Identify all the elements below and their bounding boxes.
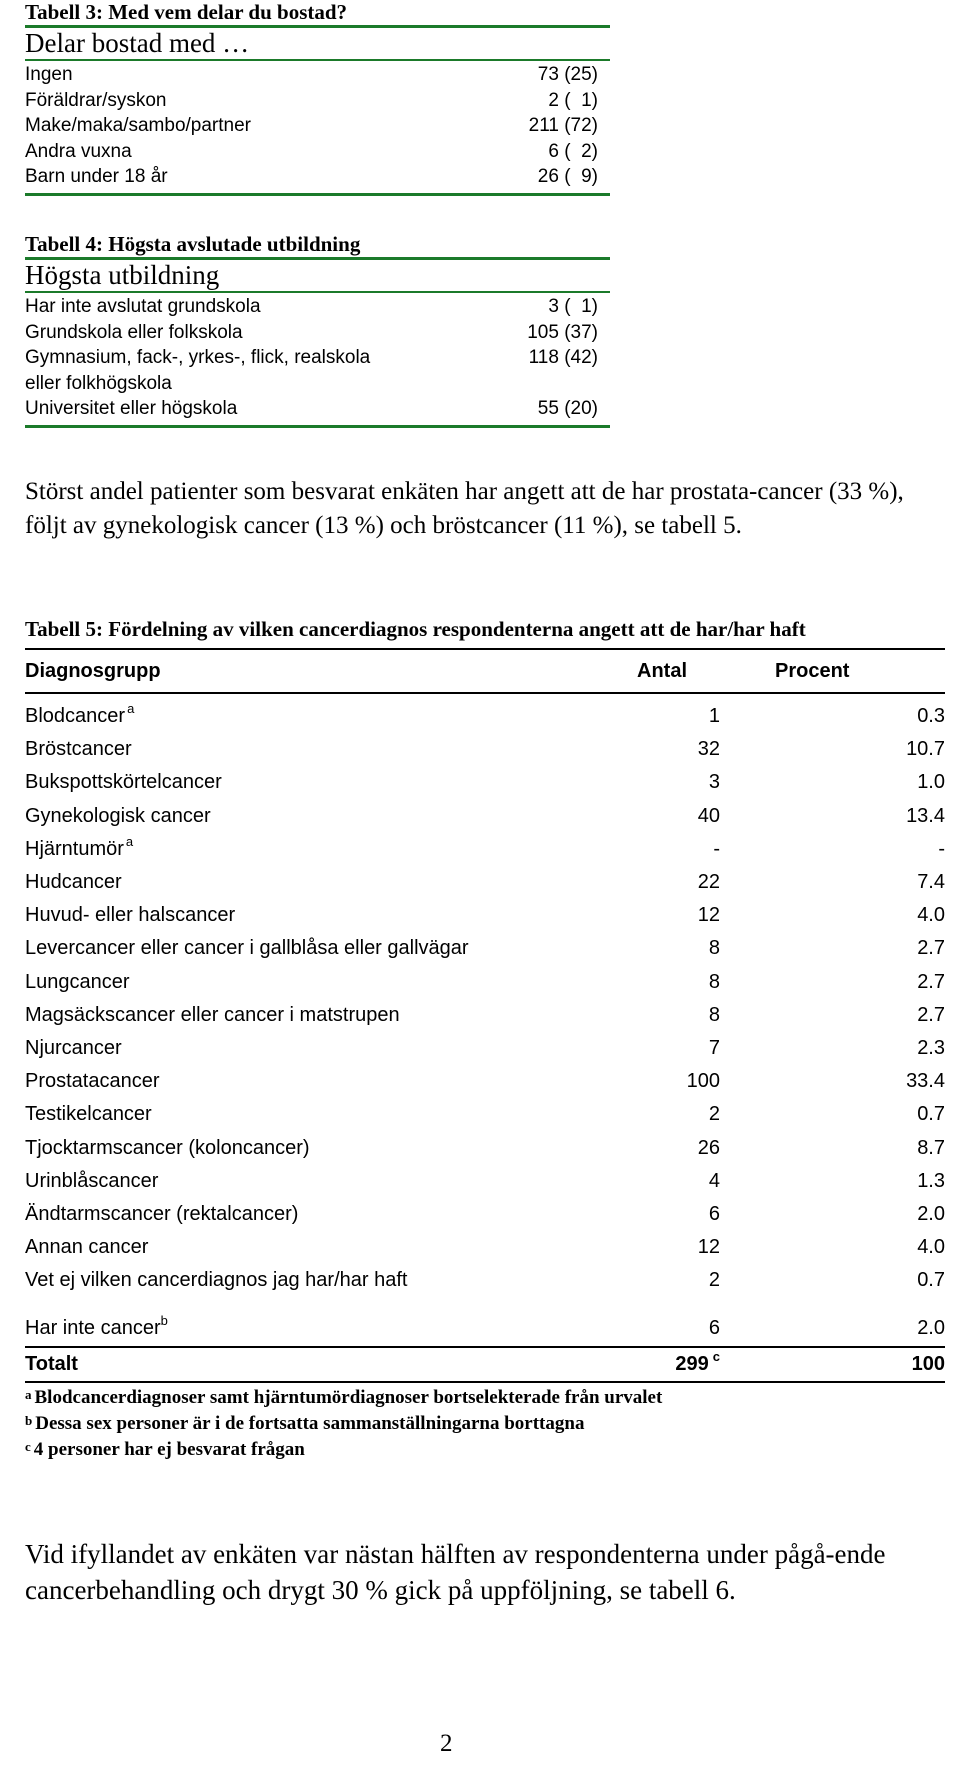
footnote-mark: c: [712, 1348, 720, 1364]
row-label: Universitet eller högskola: [25, 398, 238, 419]
row-value: 26 ( 9): [537, 166, 598, 187]
row-label: Huvud- eller halscancer: [25, 904, 236, 927]
cell-diagnosgrupp: [25, 1269, 585, 1292]
cell-antal: 8: [708, 970, 720, 993]
footnote-mark: a: [25, 1386, 32, 1402]
cell-diagnosgrupp: [25, 1137, 585, 1160]
row-label: Testikelcancer: [25, 1103, 152, 1126]
table-row: [25, 1198, 945, 1231]
cell-antal: 2: [708, 1103, 720, 1126]
table-4-header: Högsta utbildning: [25, 260, 220, 290]
table-row: [25, 1065, 945, 1098]
row-label: Vet ej vilken cancerdiagnos jag har/har haft: [25, 1269, 408, 1292]
cell-procent: 1.3: [917, 1169, 945, 1192]
table-row: [25, 966, 945, 999]
row-value: 55 (20): [537, 398, 598, 419]
cell-diagnosgrupp: [25, 1070, 585, 1093]
table-row: [25, 899, 945, 932]
row-label: Har inte avslutat grundskola: [25, 296, 261, 317]
row-value: 6 ( 2): [548, 140, 598, 162]
column-header-procent: Procent: [775, 659, 850, 682]
table-row: [25, 1264, 945, 1297]
footnote-text: Dessa sex personer är i de fortsatta sammanställningarna borttagna: [35, 1412, 585, 1434]
cell-antal: -: [713, 837, 720, 860]
table-row-no-cancer: [25, 1312, 945, 1345]
row-label: Gynekologisk cancer: [25, 804, 211, 827]
divider: [25, 193, 610, 196]
table-row: [25, 766, 945, 799]
table-row: [25, 88, 610, 114]
cell-diagnosgrupp: [25, 1203, 585, 1226]
cell-diagnosgrupp: [25, 701, 585, 728]
cell-antal: 1: [708, 705, 720, 728]
row-label: Njurcancer: [25, 1036, 122, 1059]
table-5-header-row: [25, 650, 945, 692]
cell-procent: 2.7: [917, 970, 945, 993]
row-label: Levercancer eller cancer i gallblåsa eller gallvägar: [25, 937, 469, 960]
table-row: [25, 396, 610, 422]
cell-diagnosgrupp: [25, 971, 585, 994]
cell-antal: 32: [697, 738, 720, 761]
body-paragraph: Vid ifyllandet av enkäten var nästan hälften av respondenterna under pågå-ende cancerbehandling och drygt 30 % gick på uppföljning, se tabell 6.: [25, 1539, 886, 1605]
cell-antal: 8: [708, 937, 720, 960]
table-3-header: Delar bostad med …: [25, 28, 250, 58]
cell-diagnosgrupp: [25, 1103, 585, 1126]
cell-diagnosgrupp: [25, 833, 585, 861]
cell-procent: 2.0: [917, 1202, 945, 1225]
cell-procent: 2.3: [917, 1036, 945, 1059]
row-label: Ändtarmscancer (rektalcancer): [25, 1202, 299, 1225]
cell-antal: 12: [697, 904, 720, 927]
cell-diagnosgrupp: [25, 771, 585, 794]
table-5: [25, 614, 945, 1463]
row-label: Gymnasium, fack-, yrkes-, flick, realskola: [25, 347, 371, 368]
table-row: [25, 139, 610, 165]
column-header-diagnosgrupp: Diagnosgrupp: [25, 659, 161, 682]
row-label: Annan cancer: [25, 1236, 149, 1259]
cell-diagnosgrupp: [25, 738, 585, 761]
table-4-caption: Tabell 4: Högsta avslutade utbildning: [25, 232, 361, 256]
cell-antal: 7: [708, 1036, 720, 1059]
table-row: [25, 345, 610, 371]
row-label: Hjärntumör: [25, 837, 124, 860]
table-row: [25, 1131, 945, 1164]
row-label: Barn under 18 år: [25, 166, 168, 187]
table-row: [25, 932, 945, 965]
footnote: [25, 1385, 945, 1411]
cell-diagnosgrupp: [25, 1037, 585, 1060]
table-row: [25, 62, 610, 88]
cell-procent: 2.7: [917, 937, 945, 960]
cell-procent: 2.7: [917, 1003, 945, 1026]
table-row: [25, 1098, 945, 1131]
row-value: 105 (37): [527, 321, 598, 343]
table-row: [25, 1231, 945, 1264]
table-row: [25, 294, 610, 320]
cell-antal: 26: [697, 1136, 720, 1159]
cell-antal: 299: [675, 1352, 709, 1375]
cell-diagnosgrupp: [25, 1170, 585, 1193]
table-5-footnotes: [25, 1383, 945, 1463]
cell-antal: 22: [697, 871, 720, 894]
row-label: Urinblåscancer: [25, 1169, 159, 1192]
row-label: Blodcancer: [25, 705, 126, 728]
table-row: [25, 113, 610, 139]
cell-antal: 3: [708, 771, 720, 794]
body-paragraph: Störst andel patienter som besvarat enkäten har angett att de har prostata-cancer (33 %), följt av gynekologisk cancer (13 %) och bröstcancer (11 %), se tabell 5.: [25, 478, 904, 539]
row-label: eller folkhögskola: [25, 372, 172, 394]
cell-procent: 8.7: [917, 1136, 945, 1159]
cell-diagnosgrupp: [25, 904, 585, 927]
row-value: 211 (72): [528, 115, 598, 136]
row-label: Grundskola eller folkskola: [25, 321, 243, 343]
row-label: Bukspottskörtelcancer: [25, 771, 222, 794]
table-3-body: [25, 61, 610, 190]
cell-antal: 8: [708, 1003, 720, 1026]
cell-antal: 6: [708, 1202, 720, 1225]
cell-procent: -: [938, 837, 945, 860]
table-row: [25, 371, 610, 397]
cell-procent: 4.0: [917, 904, 945, 927]
row-value: 3 ( 1): [548, 296, 598, 317]
footnote-mark: a: [125, 833, 134, 849]
footnote-mark: c: [25, 1438, 31, 1454]
table-row: [25, 866, 945, 899]
row-label: Make/maka/sambo/partner: [25, 115, 251, 136]
cell-diagnosgrupp: [25, 805, 585, 828]
cell-procent: 0.3: [917, 705, 945, 728]
table-3: [25, 0, 610, 196]
cell-antal: 100: [686, 1070, 720, 1093]
row-label: Bröstcancer: [25, 738, 132, 761]
column-header-antal: Antal: [637, 659, 687, 682]
table-row: [25, 999, 945, 1032]
table-row: [25, 733, 945, 766]
table-row: [25, 1165, 945, 1198]
footnote-text: Blodcancerdiagnoser samt hjärntumördiagnoser bortselekterade från urvalet: [34, 1386, 663, 1408]
row-label: Prostatacancer: [25, 1070, 160, 1093]
table-4: [25, 232, 610, 428]
row-label: Föräldrar/syskon: [25, 89, 167, 111]
table-5-body: [25, 694, 945, 1297]
cell-diagnosgrupp: [25, 1004, 585, 1027]
cell-procent: 2.0: [917, 1317, 945, 1340]
footnote-mark: b: [25, 1412, 33, 1428]
table-row: [25, 800, 945, 833]
table-3-caption: Tabell 3: Med vem delar du bostad?: [25, 0, 348, 24]
cell-procent: 0.7: [917, 1103, 945, 1126]
row-label: Lungcancer: [25, 970, 130, 993]
cell-antal: 4: [708, 1169, 720, 1192]
row-label: Har inte cancer: [25, 1317, 161, 1340]
row-label: Andra vuxna: [25, 140, 132, 162]
cell-procent: 7.4: [917, 871, 945, 894]
row-label: Totalt: [25, 1352, 78, 1375]
table-4-body: [25, 293, 610, 422]
cell-antal: 2: [708, 1269, 720, 1292]
footnote-mark: b: [160, 1313, 168, 1329]
divider: [25, 425, 610, 428]
cell-procent: 4.0: [917, 1236, 945, 1259]
page-number: 2: [440, 1730, 453, 1757]
footnote-mark: a: [127, 701, 135, 717]
cell-diagnosgrupp: [25, 1236, 585, 1259]
table-row: [25, 700, 945, 733]
row-value: 73 (25): [537, 64, 598, 85]
cell-procent: 1.0: [917, 771, 945, 794]
row-value: 118 (42): [528, 347, 598, 368]
row-value: 2 ( 1): [548, 89, 598, 111]
footnote: [25, 1437, 945, 1463]
table-row: [25, 164, 610, 190]
table-5-caption: Tabell 5: Fördelning av vilken cancerdiagnos respondenterna angett att de har/har haft: [25, 617, 806, 641]
table-row: [25, 320, 610, 346]
cell-procent: 13.4: [906, 804, 945, 827]
cell-procent: 100: [911, 1352, 945, 1375]
table-row: [25, 1032, 945, 1065]
cell-antal: 40: [697, 804, 720, 827]
cell-procent: 33.4: [906, 1070, 945, 1093]
cell-antal: 6: [708, 1317, 720, 1340]
row-label: Magsäckscancer eller cancer i matstrupen: [25, 1003, 400, 1026]
footnote-text: 4 personer har ej besvarat frågan: [33, 1438, 305, 1460]
footnote: [25, 1411, 945, 1437]
cell-diagnosgrupp: [25, 937, 585, 960]
row-label: Ingen: [25, 64, 73, 85]
row-value: [598, 371, 610, 397]
cell-procent: 10.7: [906, 738, 945, 761]
cell-antal: 12: [697, 1236, 720, 1259]
table-row-total: [25, 1348, 945, 1381]
cell-diagnosgrupp: [25, 871, 585, 894]
row-label: Tjocktarmscancer (koloncancer): [25, 1136, 310, 1159]
table-row: [25, 833, 945, 866]
row-label: Hudcancer: [25, 871, 122, 894]
cell-procent: 0.7: [917, 1269, 945, 1292]
